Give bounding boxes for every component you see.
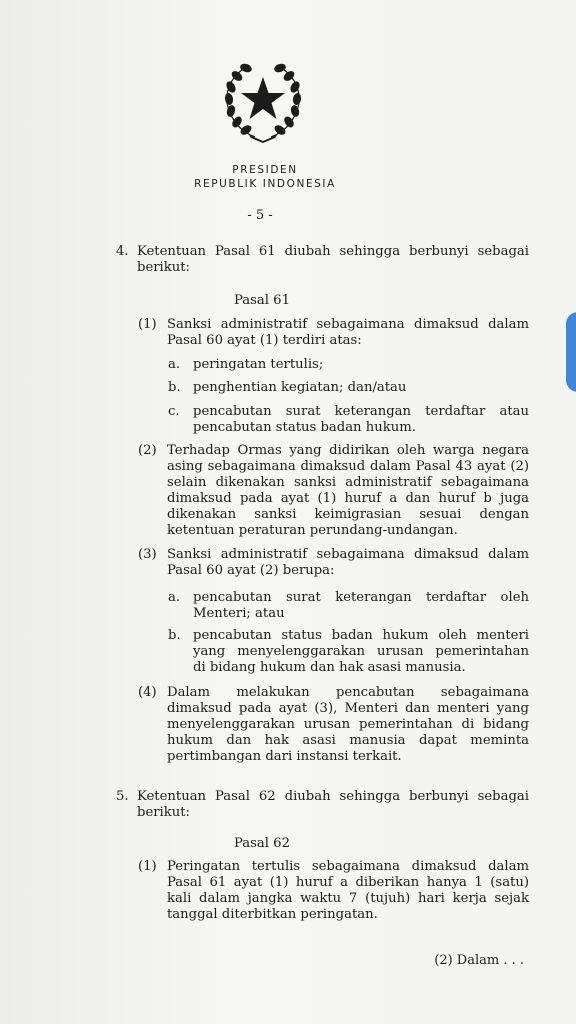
ayat-label: (3) bbox=[138, 547, 157, 562]
point-text-line: pencabutan surat keterangan terdaftar oleh bbox=[193, 590, 529, 605]
ayat-text-line: Terhadap Ormas yang didirikan oleh warga negara bbox=[167, 443, 529, 458]
ayat-label: (4) bbox=[138, 685, 157, 700]
ayat-label: (2) bbox=[138, 443, 157, 458]
ayat-text-line: pertimbangan dari instansi terkait. bbox=[167, 749, 402, 764]
ayat-text-line: hukum dan hak asasi manusia dapat meminta bbox=[167, 733, 529, 748]
ayat-label: (1) bbox=[138, 317, 157, 332]
item-text-line: Ketentuan Pasal 62 diubah sehingga berbunyi sebagai bbox=[137, 789, 529, 804]
point-text-line: pencabutan status badan hukum. bbox=[193, 420, 416, 435]
item-number: 4. bbox=[116, 244, 129, 259]
page-number: - 5 - bbox=[247, 208, 273, 223]
ayat-text-line: menyelenggarakan urusan pemerintahan di bidang bbox=[167, 717, 529, 732]
point-label: b. bbox=[168, 380, 181, 395]
point-text-line: di bidang hukum dan hak asasi manusia. bbox=[193, 660, 466, 675]
pasal-title: Pasal 61 bbox=[234, 293, 290, 308]
point-text-line: penghentian kegiatan; dan/atau bbox=[193, 380, 407, 395]
presidential-emblem-icon bbox=[219, 59, 307, 143]
item-text-line: berikut: bbox=[137, 805, 190, 820]
item-text-line: berikut: bbox=[137, 260, 190, 275]
point-label: a. bbox=[168, 357, 181, 372]
point-text-line: peringatan tertulis; bbox=[193, 357, 324, 372]
ayat-text-line: asing sebagaimana dimaksud dalam Pasal 43 ayat (2) bbox=[167, 459, 529, 474]
ayat-text-line: Pasal 61 ayat (1) huruf a diberikan hanya 1 (satu) bbox=[167, 875, 529, 890]
item-number: 5. bbox=[116, 789, 129, 804]
point-text-line: pencabutan surat keterangan terdaftar atau bbox=[193, 404, 529, 419]
point-text-line: pencabutan status badan hukum oleh menteri bbox=[193, 628, 529, 643]
ayat-text-line: Pasal 60 ayat (2) berupa: bbox=[167, 563, 335, 578]
ayat-text-line: kali dalam jangka waktu 7 (tujuh) hari kerja sejak bbox=[167, 891, 529, 906]
ayat-text-line: Pasal 60 ayat (1) terdiri atas: bbox=[167, 333, 362, 348]
continuation-marker: (2) Dalam . . . bbox=[434, 953, 524, 968]
pasal-title: Pasal 62 bbox=[234, 836, 290, 851]
point-text-line: yang menyelenggarakan urusan pemerintahan bbox=[193, 644, 529, 659]
ayat-text-line: Peringatan tertulis sebagaimana dimaksud dalam bbox=[167, 859, 529, 874]
ayat-text-line: dikenakan sanksi keimigrasian sesuai dengan bbox=[167, 507, 529, 522]
ayat-text-line: Dalam melakukan pencabutan sebagaimana bbox=[167, 685, 529, 700]
edge-scroll-tab[interactable] bbox=[566, 312, 576, 392]
item-text-line: Ketentuan Pasal 61 diubah sehingga berbunyi sebagai bbox=[137, 244, 529, 259]
point-label: b. bbox=[168, 628, 181, 643]
ayat-text-line: dimaksud pada ayat (3), Menteri dan menteri yang bbox=[167, 701, 529, 716]
ayat-text-line: dimaksud pada ayat (1) huruf a dan huruf b juga bbox=[167, 491, 529, 506]
header-republik-indonesia: REPUBLIK INDONESIA bbox=[194, 178, 336, 190]
ayat-text-line: ketentuan peraturan perundang-undangan. bbox=[167, 523, 458, 538]
ayat-text-line: Sanksi administratif sebagaimana dimaksud dalam bbox=[167, 317, 529, 332]
point-label: a. bbox=[168, 590, 181, 605]
point-label: c. bbox=[168, 404, 180, 419]
point-text-line: Menteri; atau bbox=[193, 606, 285, 621]
ayat-text-line: selain dikenakan sanksi administratif sebagaimana bbox=[167, 475, 529, 490]
header-presiden: PRESIDEN bbox=[232, 164, 298, 176]
ayat-text-line: Sanksi administratif sebagaimana dimaksud dalam bbox=[167, 547, 529, 562]
ayat-label: (1) bbox=[138, 859, 157, 874]
ayat-text-line: tanggal diterbitkan peringatan. bbox=[167, 907, 378, 922]
